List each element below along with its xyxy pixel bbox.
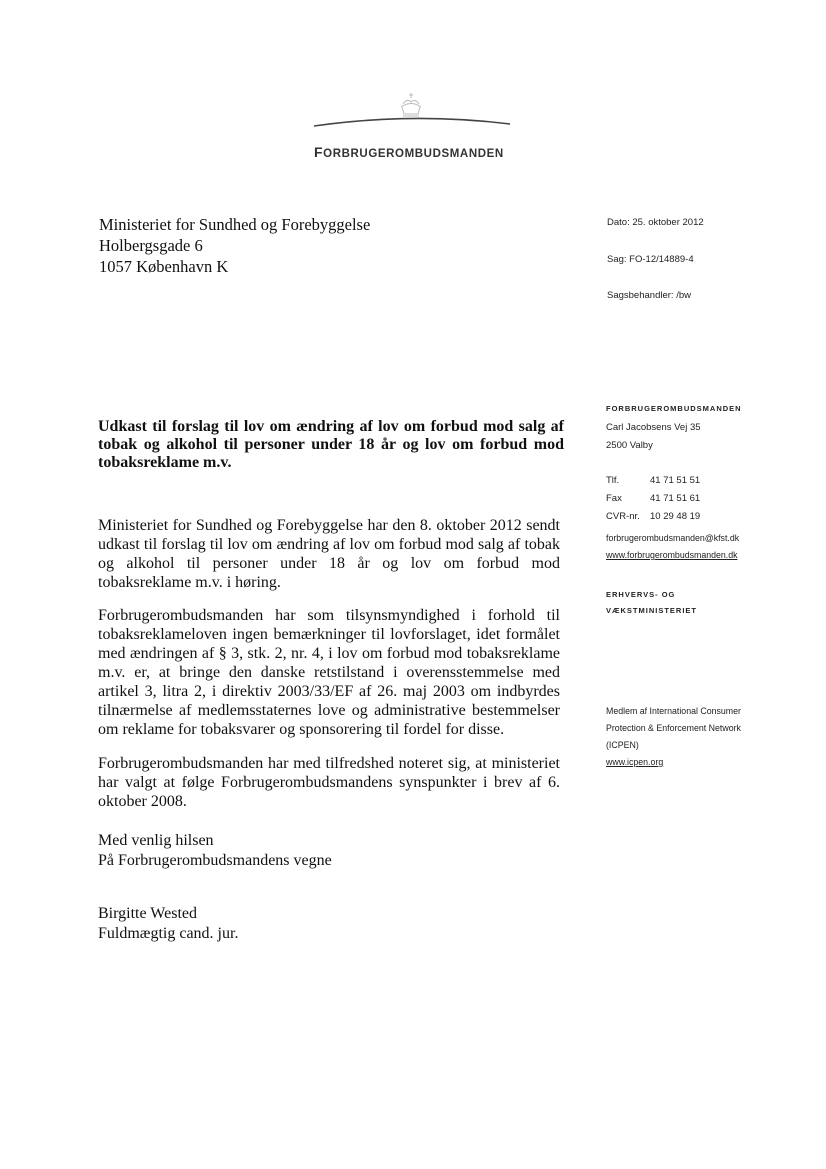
sidebar-street: Carl Jacobsens Vej 35 bbox=[606, 422, 701, 433]
letter-subject: Udkast til forslag til lov om ændring af lov om forbud mod salg af tobak og alkohol til personer under 18 år og lov om forbud mod tobaksreklame m.v. bbox=[98, 418, 564, 471]
body-paragraph-2: Forbrugerombudsmanden har som tilsynsmyndighed i forhold til tobaksreklameloven ingen bemærkninger til lovforslaget, idet formålet med ændringen af § 3, stk. 2, nr. 4, i lov om forbud mod tobaksreklame m.v. er, at bringe den danske retstilstand i overensstemmelse med artikel 3, litra 2, i direktiv 2003/33/EF af 26. maj 2003 om indbyrdes tilnærmelse af medlemsstaternes love og administrative bestemmelser om reklame for tobaksvarer og sponsorering til fordel for disse. bbox=[98, 607, 560, 738]
sidebar-org-name: FORBRUGEROMBUDSMANDEN bbox=[606, 404, 742, 413]
sidebar-contact bbox=[606, 472, 700, 526]
body-paragraph-1: Ministeriet for Sundhed og Forebyggelse har den 8. oktober 2012 sendt udkast til forslag til lov om ændring af lov om forbud mod salg af tobak og alkohol til personer under 18 år og lov om forbud mod tobaksreklame m.v. i høring. bbox=[98, 517, 560, 591]
sidebar-email-link[interactable]: forbrugerombudsmanden@kfst.dk bbox=[606, 533, 740, 543]
sidebar-ministry-line1: ERHVERVS- OG bbox=[606, 590, 676, 599]
recipient-line: 1057 København K bbox=[99, 257, 229, 276]
contact-row-cvr: CVR-nr. 10 29 48 19 bbox=[606, 511, 701, 522]
recipient-line: Holbergsgade 6 bbox=[99, 236, 203, 255]
icpen-line: (ICPEN) bbox=[606, 740, 639, 750]
letterhead-swoosh bbox=[312, 112, 512, 128]
letter-date: Dato: 25. oktober 2012 bbox=[607, 217, 704, 228]
icpen-line: Medlem af International Consumer bbox=[606, 706, 741, 716]
sidebar-web-link[interactable]: www.forbrugerombudsmanden.dk bbox=[606, 550, 738, 560]
sidebar-icpen bbox=[606, 703, 741, 771]
sidebar-address bbox=[606, 419, 701, 455]
icpen-line: Protection & Enforcement Network bbox=[606, 723, 741, 733]
sidebar-online bbox=[606, 530, 739, 564]
recipient-address bbox=[99, 214, 370, 277]
case-handler: Sagsbehandler: /bw bbox=[607, 290, 691, 301]
letterhead bbox=[300, 92, 530, 162]
closing-behalf: På Forbrugerombudsmandens vegne bbox=[98, 852, 332, 869]
sidebar-city: 2500 Valby bbox=[606, 440, 653, 451]
icpen-web-link[interactable]: www.icpen.org bbox=[606, 757, 664, 767]
contact-row-tlf: Tlf. 41 71 51 51 bbox=[606, 475, 701, 486]
contact-row-fax: Fax 41 71 51 61 bbox=[606, 493, 701, 504]
body-paragraph-3: Forbrugerombudsmanden har med tilfredshed noteret sig, at ministeriet har valgt at følge Forbrugerombudsmandens synspunkter i brev af 6. oktober 2008. bbox=[98, 755, 560, 810]
sidebar-ministry-line2: VÆKSTMINISTERIET bbox=[606, 606, 698, 615]
signer-name: Birgitte Wested bbox=[98, 905, 197, 922]
letterhead-org-name: FORBRUGEROMBUDSMANDEN bbox=[314, 144, 504, 160]
signer-title: Fuldmægtig cand. jur. bbox=[98, 925, 239, 942]
case-number: Sag: FO-12/14889-4 bbox=[607, 254, 694, 265]
closing-greeting: Med venlig hilsen bbox=[98, 832, 214, 849]
recipient-line: Ministeriet for Sundhed og Forebyggelse bbox=[99, 215, 371, 234]
